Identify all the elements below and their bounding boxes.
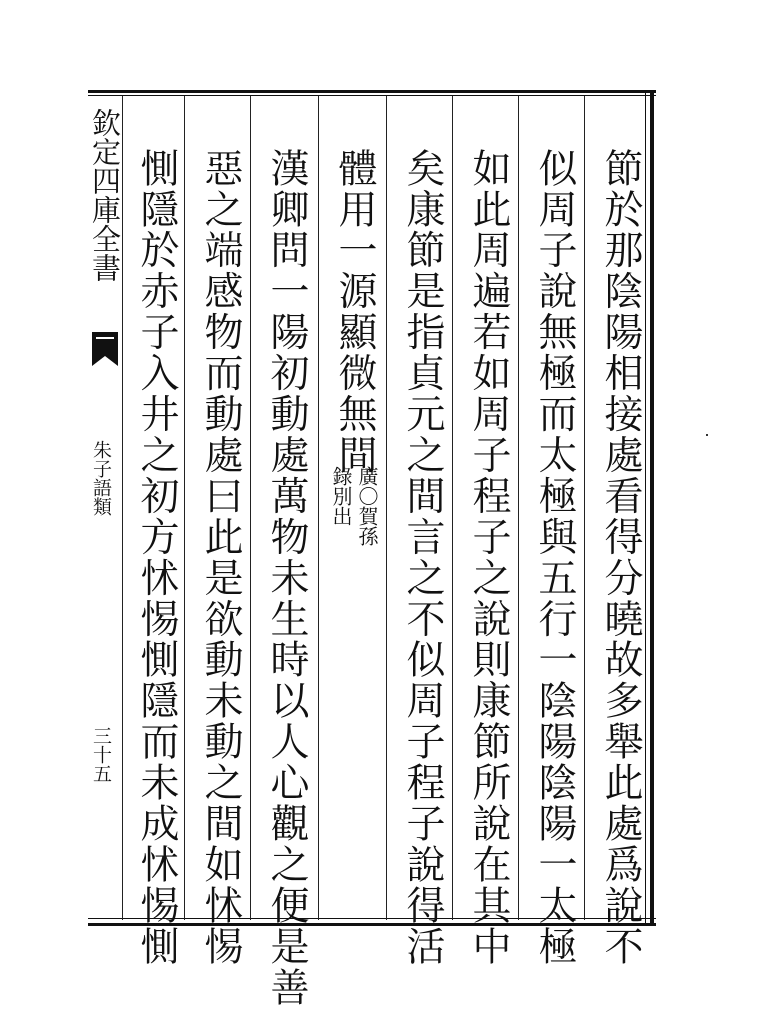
text-column-6: 漢卿問一陽初動處萬物未生時以人心觀之便是善 [264,148,309,1008]
speck [706,434,708,436]
column-rule [318,96,319,920]
margin-title: 欽定四庫全書 [88,108,122,282]
column-rule [584,96,585,920]
top-border [88,90,656,96]
text-column-8: 惻隱於赤子入井之初方怵惕惻隱而未成怵惕惻 [134,148,179,967]
text-column-4: 矣康節是指貞元之間言之不似周子程子說得活 [400,148,445,967]
margin-page-number: 三十五 [90,726,112,783]
column-rule [386,96,387,920]
column-rule [452,96,453,920]
margin-book-title: 朱子語類 [90,440,112,516]
column-rule [122,96,123,920]
text-column-3: 如此周遍若如周子程子之說則康節所說在其中 [466,148,511,967]
note-right: 廣〇賀孫 [355,466,379,546]
right-border [650,92,654,926]
text-column-1: 節於那陰陽相接處看得分曉故多舉此處爲說不 [598,148,643,967]
note-left: 錄別出 [329,466,353,526]
column-rule [518,96,519,920]
column-rule [250,96,251,920]
text-column-5: 體用一源顯微無間 [332,148,377,476]
text-column-2: 似周子說無極而太極與五行一陰陽陰陽一太極 [532,148,577,967]
fishtail-mark-icon [90,330,120,370]
text-column-7: 惡之端感物而動處曰此是欲動未動之間如怵惕 [198,148,243,967]
